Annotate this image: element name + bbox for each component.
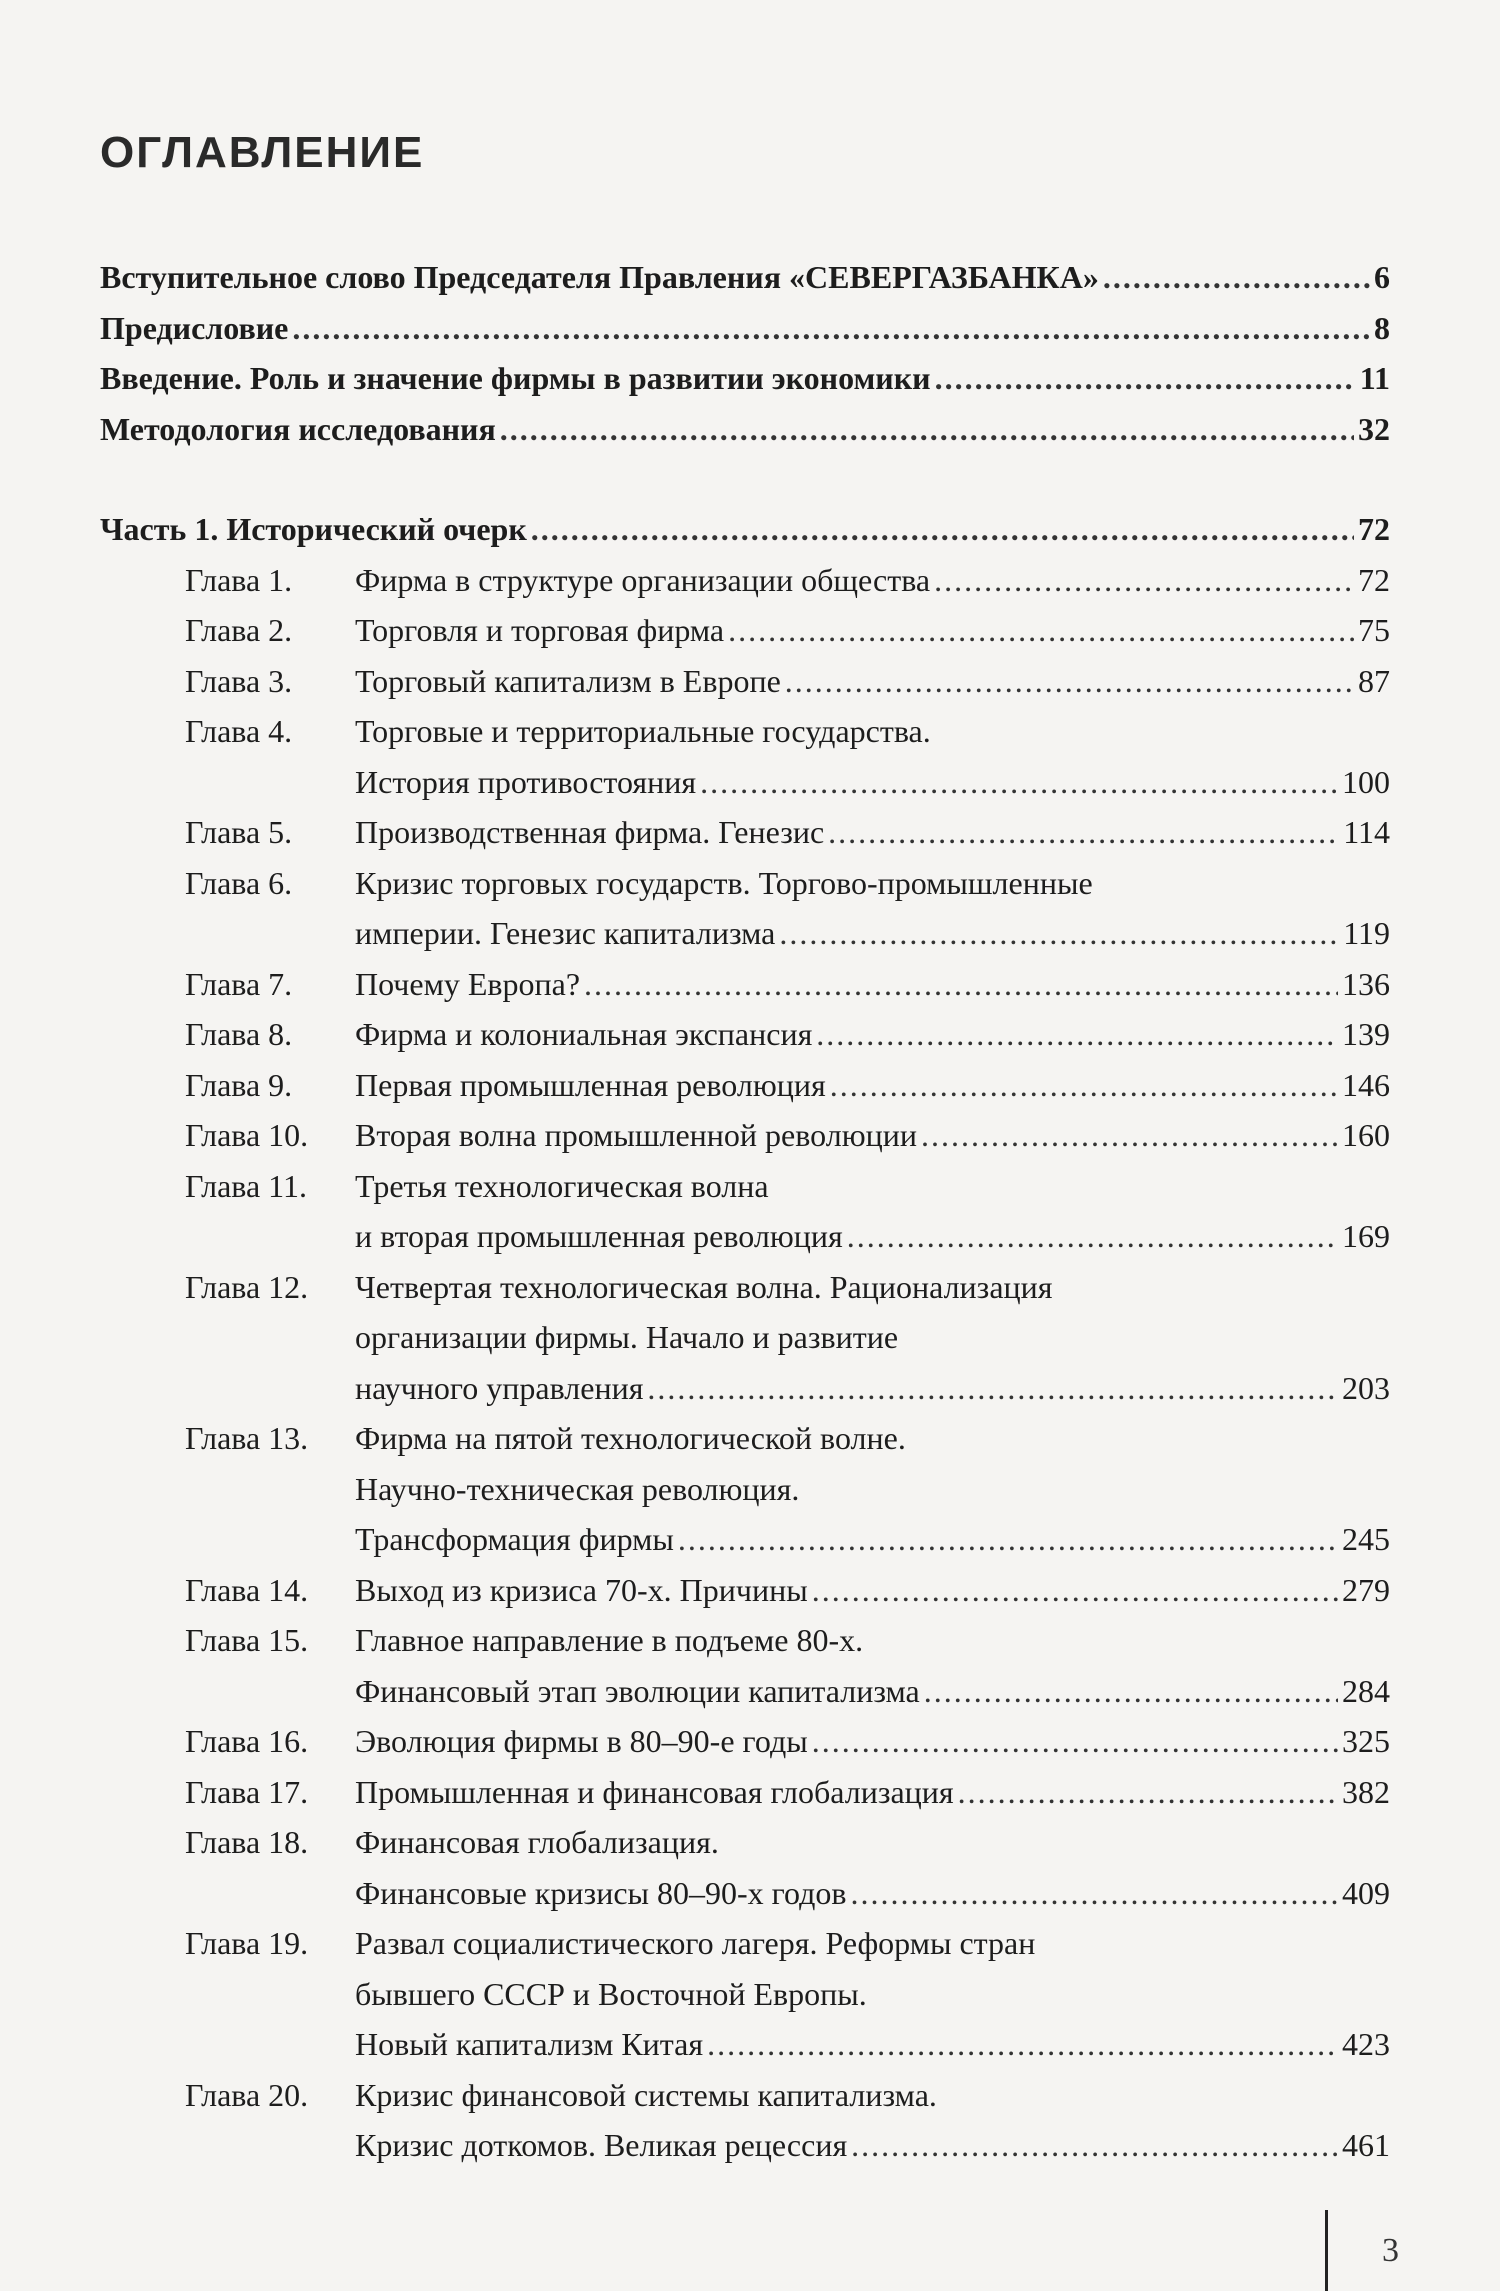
- toc-chapter-line[interactable]: [100, 1565, 1390, 1616]
- toc-chapter-line[interactable]: [100, 858, 1390, 909]
- chapter-number: Глава 15.: [185, 1622, 309, 1658]
- entry-page: 6: [1374, 259, 1390, 295]
- chapter-number: Глава 2.: [185, 612, 293, 648]
- toc-chapter-line[interactable]: [100, 2070, 1390, 2121]
- chapter-number: Глава 6.: [185, 864, 293, 901]
- chapter-page: 279: [1342, 1571, 1390, 1608]
- chapter-number: Глава 14.: [185, 1571, 309, 1608]
- dot-leader: [500, 404, 1354, 455]
- chapter-number: Глава 19.: [185, 1925, 309, 1961]
- dot-leader: [847, 1211, 1338, 1262]
- chapter-title: Фирма на пятой технологической волне.: [355, 1420, 906, 1456]
- chapter-number: Глава 1.: [185, 561, 293, 598]
- chapter-page: 203: [1342, 1369, 1390, 1406]
- chapter-title: Производственная фирма. Генезис: [355, 814, 825, 850]
- toc-chapter-line[interactable]: [355, 1868, 1390, 1919]
- toc-chapter-line[interactable]: [100, 1716, 1390, 1767]
- chapter-number: Глава 13.: [185, 1420, 309, 1456]
- toc-chapter-line[interactable]: [355, 2019, 1390, 2070]
- chapter-title: Кризис финансовой системы капитализма.: [355, 2076, 937, 2113]
- toc-chapter-line[interactable]: [100, 1161, 1390, 1212]
- chapter-title: Фирма и колониальная экспансия: [355, 1016, 813, 1052]
- toc-chapter-line[interactable]: [355, 1514, 1390, 1565]
- dot-leader: [850, 1868, 1338, 1919]
- chapter-title: Торговля и торговая фирма: [355, 612, 725, 648]
- toc-entry[interactable]: [100, 303, 1390, 354]
- chapter-title: Финансовый этап эволюции капитализма: [355, 1672, 920, 1709]
- chapter-title: Кризис доткомов. Великая рецессия: [355, 2127, 848, 2163]
- chapter-number: Глава 16.: [185, 1723, 309, 1759]
- toc-chapter-line[interactable]: [100, 1918, 1390, 1969]
- toc-entry[interactable]: [100, 353, 1390, 404]
- chapter-page: 146: [1342, 1066, 1390, 1103]
- part-page: 72: [1358, 511, 1390, 547]
- chapter-title: Промышленная и финансовая глобализация: [355, 1773, 954, 1810]
- chapter-title: Финансовые кризисы 80–90-х годов: [355, 1874, 847, 1911]
- dot-leader: [584, 959, 1338, 1010]
- chapter-page: 160: [1342, 1117, 1390, 1153]
- toc-part-entry[interactable]: [100, 504, 1390, 555]
- chapter-number: Глава 10.: [185, 1117, 309, 1153]
- toc-chapter-line[interactable]: [100, 1110, 1390, 1161]
- chapter-number: Глава 5.: [185, 814, 293, 850]
- dot-leader: [935, 353, 1356, 404]
- entry-title: Методология исследования: [100, 410, 496, 447]
- chapter-page: 325: [1342, 1723, 1390, 1759]
- chapter-page: 409: [1342, 1874, 1390, 1911]
- chapter-title: Научно-техническая революция.: [355, 1470, 800, 1507]
- toc-chapter-line[interactable]: [100, 555, 1390, 606]
- chapter-title: Вторая волна промышленной революции: [355, 1117, 917, 1153]
- dot-leader: [830, 1060, 1338, 1111]
- dot-leader: [531, 504, 1354, 555]
- chapter-page: 284: [1342, 1672, 1390, 1709]
- dot-leader: [700, 757, 1338, 808]
- part-title: Часть 1. Исторический очерк: [100, 511, 527, 547]
- chapter-page: 461: [1342, 2127, 1390, 2163]
- toc-chapter-line[interactable]: [100, 807, 1390, 858]
- entry-title: Вступительное слово Председателя Правления «СЕВЕРГАЗБАНКА»: [100, 259, 1099, 295]
- entry-page: 11: [1359, 360, 1390, 396]
- entry-title: Введение. Роль и значение фирмы в развитии экономики: [100, 360, 931, 396]
- toc-chapter-line[interactable]: [100, 1060, 1390, 1111]
- chapter-number: Глава 20.: [185, 2076, 309, 2113]
- entry-title: Предисловие: [100, 309, 289, 346]
- chapter-title: Фирма в структуре организации общества: [355, 561, 931, 598]
- toc-chapter-line[interactable]: [355, 1666, 1390, 1717]
- chapter-title: Третья технологическая волна: [355, 1167, 769, 1204]
- toc-chapter-line[interactable]: [100, 959, 1390, 1010]
- dot-leader: [816, 1009, 1338, 1060]
- toc-chapter-line[interactable]: [100, 1615, 1390, 1666]
- chapter-title: и вторая промышленная революция: [355, 1218, 843, 1254]
- dot-leader: [707, 2019, 1338, 2070]
- chapter-page: 75: [1358, 612, 1390, 648]
- chapter-page: 423: [1342, 2026, 1390, 2062]
- toc-entry[interactable]: [100, 404, 1390, 455]
- toc-heading: ОГЛАВЛЕНИЕ: [100, 128, 425, 177]
- dot-leader: [728, 605, 1354, 656]
- dot-leader: [779, 908, 1339, 959]
- chapter-page: 136: [1342, 965, 1390, 1002]
- chapter-title: Трансформация фирмы: [355, 1521, 674, 1557]
- toc-chapter-line[interactable]: [100, 706, 1390, 757]
- chapter-page: 100: [1342, 763, 1390, 800]
- chapter-title: империи. Генезис капитализма: [355, 915, 776, 951]
- chapter-title: Финансовая глобализация.: [355, 1824, 719, 1860]
- chapter-title: История противостояния: [355, 763, 697, 800]
- chapter-title: научного управления: [355, 1369, 644, 1406]
- entry-page: 32: [1358, 410, 1390, 447]
- chapter-title: Выход из кризиса 70-х. Причины: [355, 1571, 808, 1608]
- dot-leader: [828, 807, 1339, 858]
- chapter-title: Кризис торговых государств. Торгово-промышленные: [355, 864, 1093, 901]
- chapter-number: Глава 8.: [185, 1016, 293, 1052]
- toc-chapter-line[interactable]: [100, 1767, 1390, 1818]
- chapter-number: Глава 11.: [185, 1167, 307, 1204]
- dot-leader: [647, 1363, 1338, 1414]
- chapter-page: 245: [1342, 1521, 1390, 1557]
- toc-chapter-line[interactable]: [100, 656, 1390, 707]
- dot-leader: [934, 555, 1354, 606]
- chapter-page: 119: [1343, 915, 1390, 951]
- dot-leader: [678, 1514, 1338, 1565]
- table-of-contents: [100, 252, 1390, 2171]
- chapter-page: 139: [1342, 1016, 1390, 1052]
- chapter-title: Первая промышленная революция: [355, 1066, 826, 1103]
- chapter-number: Глава 3.: [185, 662, 293, 699]
- toc-chapter-line[interactable]: [100, 1413, 1390, 1464]
- chapter-title: бывшего СССР и Восточной Европы.: [355, 1975, 867, 2012]
- chapter-number: Глава 17.: [185, 1773, 309, 1810]
- chapter-page: 114: [1343, 814, 1390, 850]
- toc-chapter-line[interactable]: [355, 757, 1390, 808]
- chapter-page: 382: [1342, 1773, 1390, 1810]
- chapter-title: Главное направление в подъеме 80-х.: [355, 1622, 864, 1658]
- chapter-title: организации фирмы. Начало и развитие: [355, 1319, 899, 1355]
- chapter-title: Новый капитализм Китая: [355, 2026, 704, 2062]
- toc-chapter-line[interactable]: [355, 908, 1390, 959]
- chapter-number: Глава 12.: [185, 1268, 309, 1305]
- page-edge-rule: [1325, 2210, 1328, 2291]
- dot-leader: [924, 1666, 1338, 1717]
- chapter-title: Торговый капитализм в Европе: [355, 662, 781, 699]
- toc-chapter-line[interactable]: [100, 1817, 1390, 1868]
- chapter-number: Глава 18.: [185, 1824, 309, 1860]
- toc-chapter-line[interactable]: [100, 1262, 1390, 1313]
- dot-leader: [292, 303, 1370, 354]
- chapter-number: Глава 4.: [185, 713, 293, 749]
- page-number: 3: [1382, 2232, 1399, 2269]
- chapter-title: Четвертая технологическая волна. Рационализация: [355, 1268, 1053, 1305]
- toc-chapter-line[interactable]: [355, 1211, 1390, 1262]
- chapter-page: 169: [1342, 1218, 1390, 1254]
- chapter-title: Торговые и территориальные государства.: [355, 713, 931, 749]
- dot-leader: [812, 1716, 1338, 1767]
- toc-chapter-line[interactable]: [355, 1464, 1390, 1515]
- dot-leader: [812, 1565, 1338, 1616]
- chapter-number: Глава 9.: [185, 1066, 293, 1103]
- toc-entry[interactable]: [100, 252, 1390, 303]
- chapter-title: Развал социалистического лагеря. Реформы стран: [355, 1925, 1036, 1961]
- toc-chapter-line[interactable]: [355, 1312, 1390, 1363]
- dot-leader: [851, 2120, 1338, 2171]
- toc-chapter-line[interactable]: [355, 1363, 1390, 1414]
- chapter-title: Эволюция фирмы в 80–90-е годы: [355, 1723, 808, 1759]
- toc-chapter-line[interactable]: [100, 605, 1390, 656]
- toc-chapter-line[interactable]: [100, 1009, 1390, 1060]
- entry-page: 8: [1374, 309, 1390, 346]
- chapter-page: 72: [1358, 561, 1390, 598]
- dot-leader: [958, 1767, 1338, 1818]
- dot-leader: [921, 1110, 1338, 1161]
- chapter-number: Глава 7.: [185, 965, 293, 1002]
- dot-leader: [785, 656, 1354, 707]
- dot-leader: [1103, 252, 1370, 303]
- toc-chapter-line[interactable]: [355, 1969, 1390, 2020]
- chapter-page: 87: [1358, 662, 1390, 699]
- chapter-title: Почему Европа?: [355, 965, 581, 1002]
- toc-chapter-line[interactable]: [355, 2120, 1390, 2171]
